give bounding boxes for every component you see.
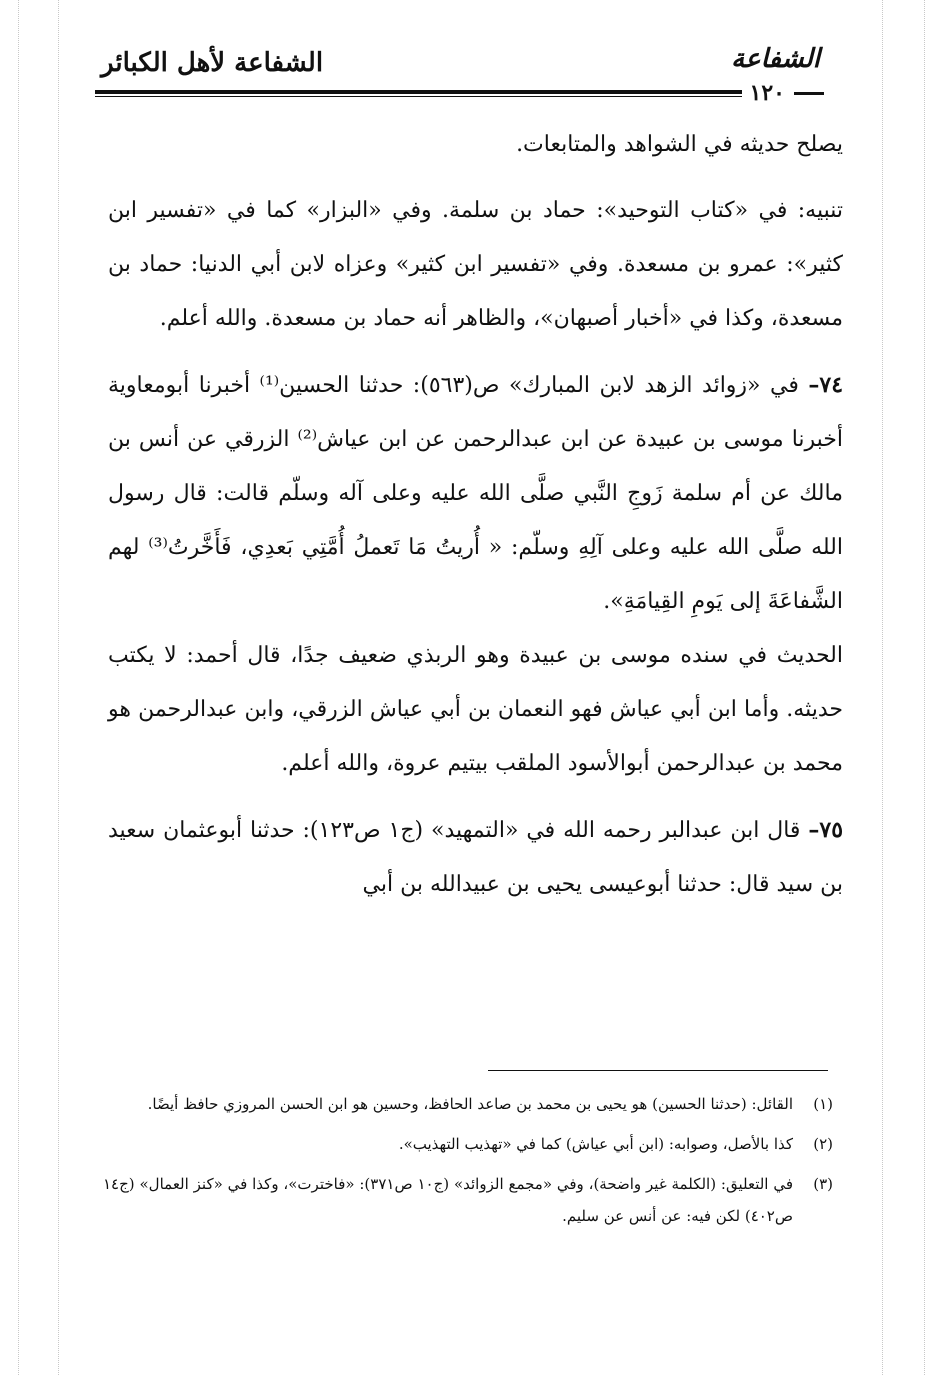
- footnote: [103, 1168, 833, 1232]
- running-title: الشفاعة لأهل الكبائر: [101, 48, 324, 78]
- hadith-text: في «زوائد الزهد لابن المبارك» ص(٥٦٣): حدثنا الحسين⁽¹⁾ أخبرنا أبومعاوية أخبرنا موسى بن عبيدة عن ابن عبدالرحمن عن ابن عياش⁽²⁾ الزرقي عن أنس بن مالك عن أم سلمة زَوجِ النَّبي صلَّى الله عليه وعلى آله وسلّم قالت: قال رسول الله صلَّى الله عليه وعلى آلِهِ وسلّم: « أُريتُ مَا تَعملُ أُمَّتِي بَعدِي، فَأَخَّرتُ⁽³⁾ لهم الشَّفاعَةَ إلى يَومِ القِيامَةِ».: [108, 373, 844, 614]
- hadith-text: قال ابن عبدالبر رحمه الله في «التمهيد» (ج١ ص١٢٣): حدثنا أبوعثمان سعيد بن سيد قال: حدثنا أبوعيسى يحيى بن عبيدالله بن أبي: [108, 818, 843, 897]
- page-header: [95, 38, 830, 108]
- footnote-number: (٢): [813, 1135, 833, 1153]
- footnotes: [103, 1088, 833, 1240]
- page-number: ١٢٠: [749, 80, 785, 106]
- header-ornament: الشفاعة: [731, 44, 820, 74]
- footnote-text: في التعليق: (الكلمة غير واضحة)، وفي «مجمع الزوائد» (ج١٠ ص٣٧١): «فاخترت»، وكذا في «كنز العمال» (ج١٤ ص٤٠٢) لكن فيه: عن أنس عن سليم.: [103, 1175, 793, 1225]
- footnote-number: (١): [813, 1095, 833, 1113]
- main-text: [108, 118, 843, 912]
- footnote: [103, 1128, 833, 1160]
- hadith-74: [108, 358, 843, 629]
- header-rule: [95, 90, 742, 94]
- footnote-number: (٣): [813, 1175, 833, 1193]
- hadith-75: [108, 803, 843, 912]
- footnote: [103, 1088, 833, 1120]
- paragraph: يصلح حديثه في الشواهد والمتابعات.: [516, 132, 843, 157]
- hadith-number: ٧٤–: [808, 372, 844, 398]
- hadith-number: ٧٥–: [808, 817, 844, 843]
- footnote-separator: [488, 1070, 828, 1071]
- header-rule-thin: [95, 96, 742, 97]
- paragraph-note: تنبيه: في «كتاب التوحيد»: حماد بن سلمة. وفي «البزار» كما في «تفسير ابن كثير»: عمرو بن مسعدة. وفي «تفسير ابن كثير» وعزاه لابن أبي الدنيا: حماد بن مسعدة، وكذا في «أخبار أصبهان»، والظاهر أنه حماد بن مسعدة. والله أعلم.: [108, 198, 843, 331]
- header-dash: [794, 92, 824, 95]
- footnote-text: القائل: (حدثنا الحسين) هو يحيى بن محمد بن صاعد الحافظ، وحسين هو ابن الحسن المروزي حافظ أيضًا.: [147, 1095, 793, 1113]
- hadith-74-comment: الحديث في سنده موسى بن عبيدة وهو الربذي ضعيف جدًا، قال أحمد: لا يكتب حديثه. وأما ابن أبي عياش فهو النعمان بن أبي عياش الزرقي، وابن عبدالرحمن هو محمد بن عبدالرحمن أبوالأسود الملقب بيتيم عروة، والله أعلم.: [108, 643, 843, 776]
- footnote-text: كذا بالأصل، وصوابه: (ابن أبي عياش) كما في «تهذيب التهذيب».: [398, 1135, 793, 1153]
